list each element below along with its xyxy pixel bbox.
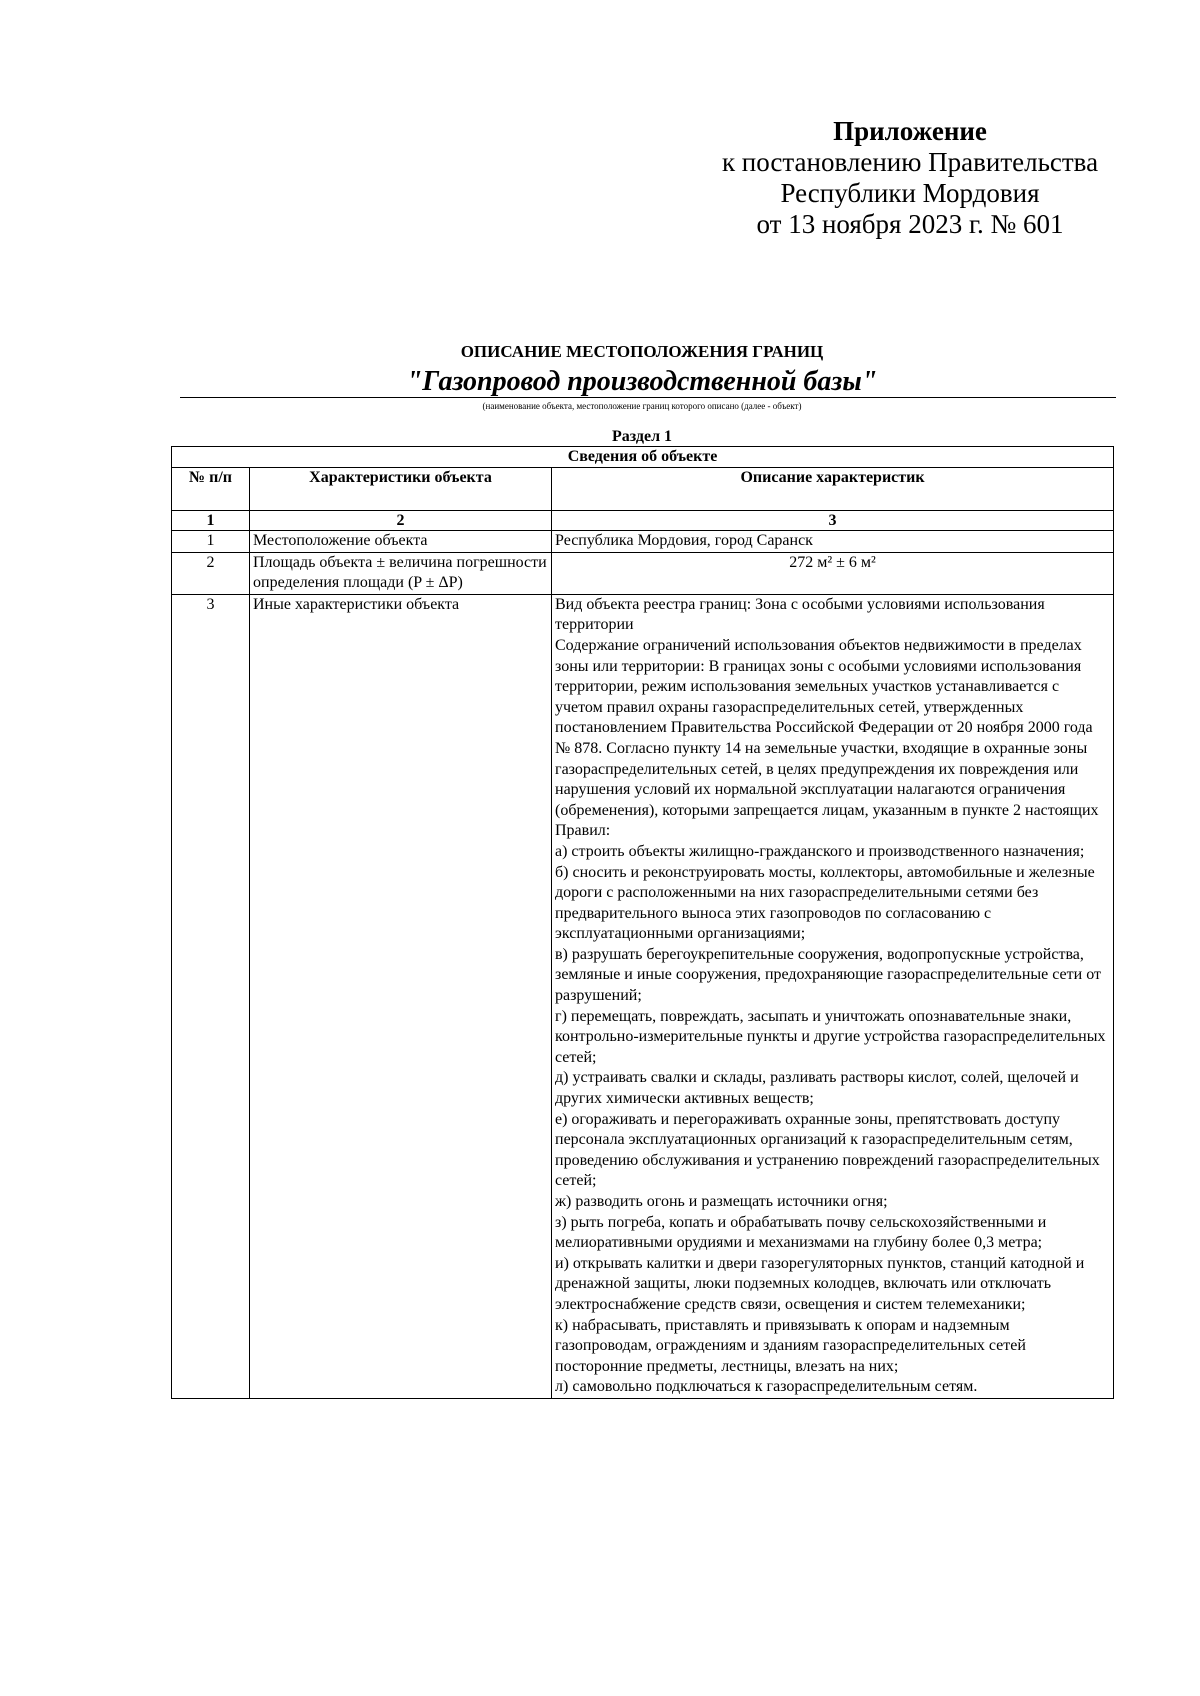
header-number: № п/п	[172, 468, 250, 511]
appendix-header	[700, 116, 1120, 240]
restriction-item: ж) разводить огонь и размещать источники огня;	[555, 1193, 888, 1210]
description-paragraph: Вид объекта реестра границ: Зона с особыми условиями использования территории	[555, 595, 1045, 634]
row-description: Республика Мордовия, город Саранск	[552, 531, 1114, 553]
table-caption-row	[172, 447, 1114, 468]
object-name: "Газопровод производственной базы"	[406, 366, 878, 397]
restriction-item: а) строить объекты жилищно-гражданского и производственного назначения;	[555, 842, 1085, 860]
row-description: 272 м² ± 6 м²	[552, 552, 1114, 594]
object-name-hint: (наименование объекта, местоположение границ которого описано (далее - объект)	[482, 401, 802, 411]
row-number: 1	[172, 531, 250, 553]
restriction-item: г) перемещать, повреждать, засыпать и уничтожать опознавательные знаки, контрольно-измерительные пункты и другие устройства газораспределительных сетей;	[555, 1007, 1106, 1066]
restriction-item: к) набрасывать, приставлять и привязывать к опорам и надземным газопроводам, ограждениям и зданиям газораспределительных сетей посторонние предметы, лестницы, влезать на них;	[555, 1316, 1026, 1375]
appendix-line-1: к постановлению Правительства	[721, 147, 1099, 177]
column-number-3: 3	[552, 511, 1114, 531]
column-number-2: 2	[250, 511, 552, 531]
column-number-row	[172, 511, 1114, 531]
row-characteristic: Местоположение объекта	[250, 531, 552, 553]
appendix-title: Приложение	[833, 116, 987, 146]
row-characteristic: Иные характеристики объекта	[250, 594, 552, 1398]
table-row	[172, 594, 1114, 1398]
column-number-1: 1	[172, 511, 250, 531]
table-caption: Сведения об объекте	[172, 447, 1114, 468]
table-header-row	[172, 468, 1114, 511]
section-label: Раздел 1	[611, 428, 673, 445]
appendix-line-3: от 13 ноября 2023 г. № 601	[756, 209, 1064, 239]
header-characteristic: Характеристики объекта	[250, 468, 552, 511]
row-number: 2	[172, 552, 250, 594]
document-title: ОПИСАНИЕ МЕСТОПОЛОЖЕНИЯ ГРАНИЦ	[460, 342, 824, 361]
restriction-item: е) огораживать и перегораживать охранные зоны, препятствовать доступу персонала эксплуатационных организаций к газораспределительным сетям, проведению обслуживания и устранению повреждений газораспределительных сетей;	[555, 1110, 1100, 1190]
restriction-item: и) открывать калитки и двери газорегуляторных пунктов, станций катодной и дренажной защиты, люки подземных колодцев, включать или отключать электроснабжение средств связи, освещения и систем телемеханики;	[555, 1254, 1085, 1313]
object-info-table	[171, 446, 1114, 1399]
table-row	[172, 552, 1114, 594]
table-row	[172, 531, 1114, 553]
appendix-line-2: Республики Мордовия	[780, 178, 1040, 208]
description-paragraph: Содержание ограничений использования объектов недвижимости в пределах зоны или территории: В границах зоны с особыми условиями использования территории, режим использования земельных участков устанавливается с учетом правил охраны газораспределительных сетей, утвержденных постановлением Правительства Российской Федерации от 20 ноября 2000 года № 878. Согласно пункту 14 на земельные участки, входящие в охранные зоны газораспределительных сетей, в целях предупреждения их повреждения или нарушения условий их нормальной эксплуатации налагаются ограничения (обременения), которыми запрещается лицам, указанным в пункте 2 настоящих Правил:	[555, 636, 1099, 840]
restriction-item: з) рыть погреба, копать и обрабатывать почву сельскохозяйственными и мелиоративными орудиями и механизмами на глубину более 0,3 метра;	[555, 1213, 1047, 1252]
restriction-item: б) сносить и реконструировать мосты, коллекторы, автомобильные и железные дороги с расположенными на них газораспределительными сетями без предварительного выноса этих газопроводов по согласованию с эксплуатационными организациями;	[555, 863, 1095, 943]
restriction-item: д) устраивать свалки и склады, разливать растворы кислот, солей, щелочей и других химически активных веществ;	[555, 1069, 1079, 1108]
restriction-item: в) разрушать берегоукрепительные сооружения, водопропускные устройства, земляные и иные сооружения, предохраняющие газораспределительные сети от разрушений;	[555, 945, 1101, 1005]
restriction-item: л) самовольно подключаться к газораспределительным сетям.	[555, 1378, 978, 1396]
row-number: 3	[172, 594, 250, 1398]
header-description: Описание характеристик	[552, 468, 1114, 511]
object-name-underline	[180, 397, 1116, 398]
row-description	[552, 594, 1114, 1398]
row-characteristic: Площадь объекта ± величина погрешности определения площади (P ± ΔP)	[250, 552, 552, 594]
